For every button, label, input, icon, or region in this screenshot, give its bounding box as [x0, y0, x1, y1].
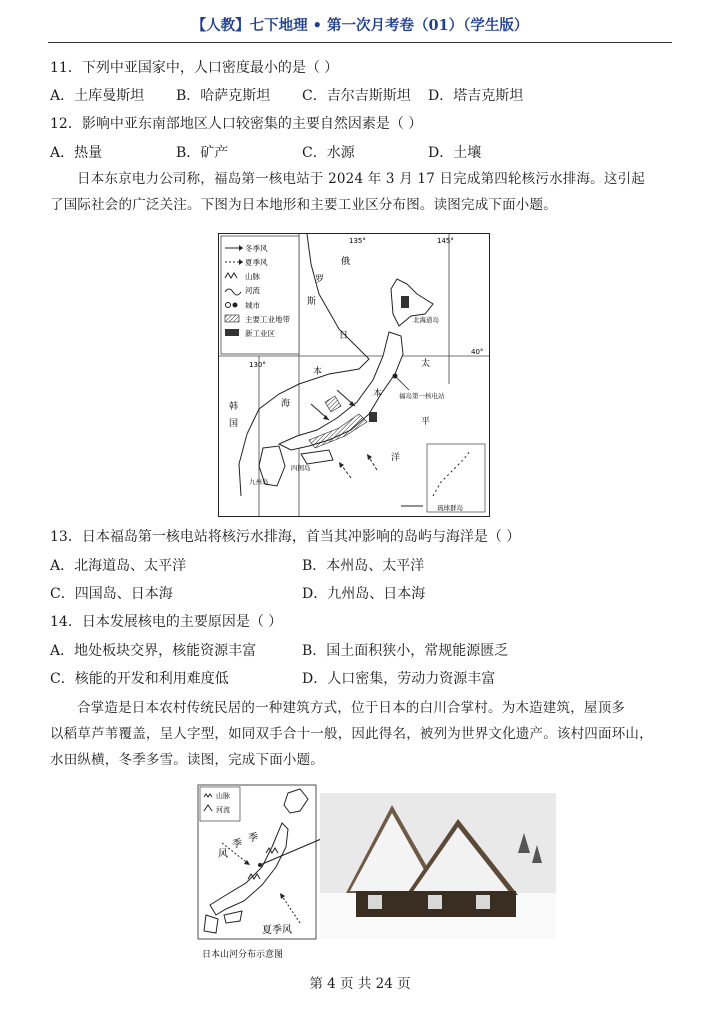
label-sea-1: 日: [339, 331, 349, 341]
passage1-line1: 日本东京电力公司称，福岛第一核电站于 2024 年 3 月 17 日完成第四轮核污水排海。这引起: [77, 171, 645, 187]
q14-option-c: C．核能的开发和利用难度低: [50, 671, 229, 687]
page-header: [48, 14, 672, 43]
q13-stem: 13．日本福岛第一核电站将核污水排海，首当其冲影响的岛屿与海洋是（ ）: [50, 529, 521, 545]
label-fukushima: 福岛第一核电站: [399, 392, 445, 400]
map1-legend-6: 新工业区: [245, 329, 275, 338]
passage2-line2: 以稻草芦苇覆盖，呈人字型，如同双手合十一般，因此得名，被列为世界文化遗产。该村四面环山，: [50, 726, 653, 742]
label-russia-1: 俄: [341, 257, 351, 267]
map2-caption: 日本山河分布示意图: [202, 950, 284, 960]
map1-legend-4: 城市: [245, 301, 260, 310]
label-shikoku: 四国岛: [291, 464, 311, 472]
label-kyushu: 九州岛: [249, 478, 269, 486]
map2-winter-1: 季: [248, 833, 258, 844]
q11-option-c: C．吉尔吉斯斯坦: [302, 88, 411, 104]
header-title: 【人教】七下地理 • 第一次月考卷（01）（学生版）: [191, 17, 529, 34]
passage1: [50, 166, 674, 192]
q12-option-a: A．热量: [50, 145, 103, 161]
label-ryukyu: 琉球群岛: [437, 504, 463, 512]
shirakawa-figure: [196, 783, 556, 963]
map1-legend-2: 山脉: [245, 272, 260, 281]
label-russia-3: 斯: [307, 297, 317, 307]
passage2-cont1: [50, 721, 674, 747]
q12-option-b: B．矿产: [176, 145, 229, 161]
map2-legend-0: 山脉: [216, 792, 230, 800]
label-russia-2: 罗: [315, 275, 325, 285]
q13-option-d: D．九州岛、日本海: [302, 586, 426, 602]
japan-industry-map: [218, 233, 490, 517]
map2-legend-1: 河流: [216, 806, 230, 814]
label-sea-2: 本: [313, 367, 323, 377]
q12-option-d: D．土壤: [428, 145, 482, 161]
label-hokkaido: 北海道岛: [413, 316, 439, 324]
passage2-line3: 水田纵横，冬季多雪。读图，完成下面小题。: [50, 752, 324, 768]
q13-option-c: C．四国岛、日本海: [50, 586, 173, 602]
q13-option-a: A．北海道岛、太平洋: [50, 558, 187, 574]
q12-option-c: C．水源: [302, 145, 355, 161]
label-sea-3: 海: [281, 399, 291, 409]
q13-option-b: B．本州岛、太平洋: [302, 558, 425, 574]
map1-legend-5: 主要工业地带: [245, 315, 290, 324]
q11-option-d: D．塔吉克斯坦: [428, 88, 524, 104]
passage2: [50, 695, 674, 721]
passage2-line1: 合掌造是日本农村传统民居的一种建筑方式，位于日本的白川合掌村。为木造建筑，屋顶多: [77, 700, 625, 716]
map2-winter-2: 季: [232, 839, 242, 850]
page-footer: 第 4 页 共 24 页: [309, 976, 411, 992]
q11-option-b: B．哈萨克斯坦: [176, 88, 271, 104]
label-korea-2: 国: [229, 419, 239, 429]
label-pacific-3: 洋: [391, 453, 401, 463]
label-korea-1: 韩: [229, 402, 239, 412]
q14-option-b: B．国土面积狭小，常规能源匮乏: [302, 643, 509, 659]
label-pacific-1: 太: [421, 359, 431, 369]
map1-legend-1: 夏季风: [245, 258, 268, 267]
q12-stem: 12．影响中亚东南部地区人口较密集的主要自然因素是（ ）: [50, 116, 423, 132]
q14-option-a: A．地处板块交界，核能资源丰富: [50, 643, 257, 659]
passage1-cont: [50, 192, 674, 218]
q14-stem: 14．日本发展核电的主要原因是（ ）: [50, 614, 283, 630]
map2-winter-3: 风: [218, 849, 228, 860]
passage2-cont2: [50, 747, 674, 773]
map1-legend-0: 冬季风: [245, 244, 268, 253]
gassho-house-photo: [320, 793, 556, 939]
map1-lon-130: 130°: [249, 361, 266, 369]
map1-lon-145: 145°: [437, 237, 454, 245]
map1-lon-135: 135°: [349, 237, 366, 245]
map1-legend-3: 河流: [245, 286, 260, 295]
q11-option-a: A．土库曼斯坦: [50, 88, 145, 104]
map1-lat-40: 40°: [471, 348, 484, 356]
passage1-line2: 了国际社会的广泛关注。下图为日本地形和主要工业区分布图。读图完成下面小题。: [50, 197, 557, 213]
q11-stem: 11．下列中亚国家中，人口密度最小的是（ ）: [50, 60, 339, 76]
label-honshu: 本: [373, 389, 383, 399]
label-pacific-2: 平: [421, 417, 431, 427]
map2-summer: 夏季风: [262, 925, 292, 936]
q14-option-d: D．人口密集，劳动力资源丰富: [302, 671, 496, 687]
